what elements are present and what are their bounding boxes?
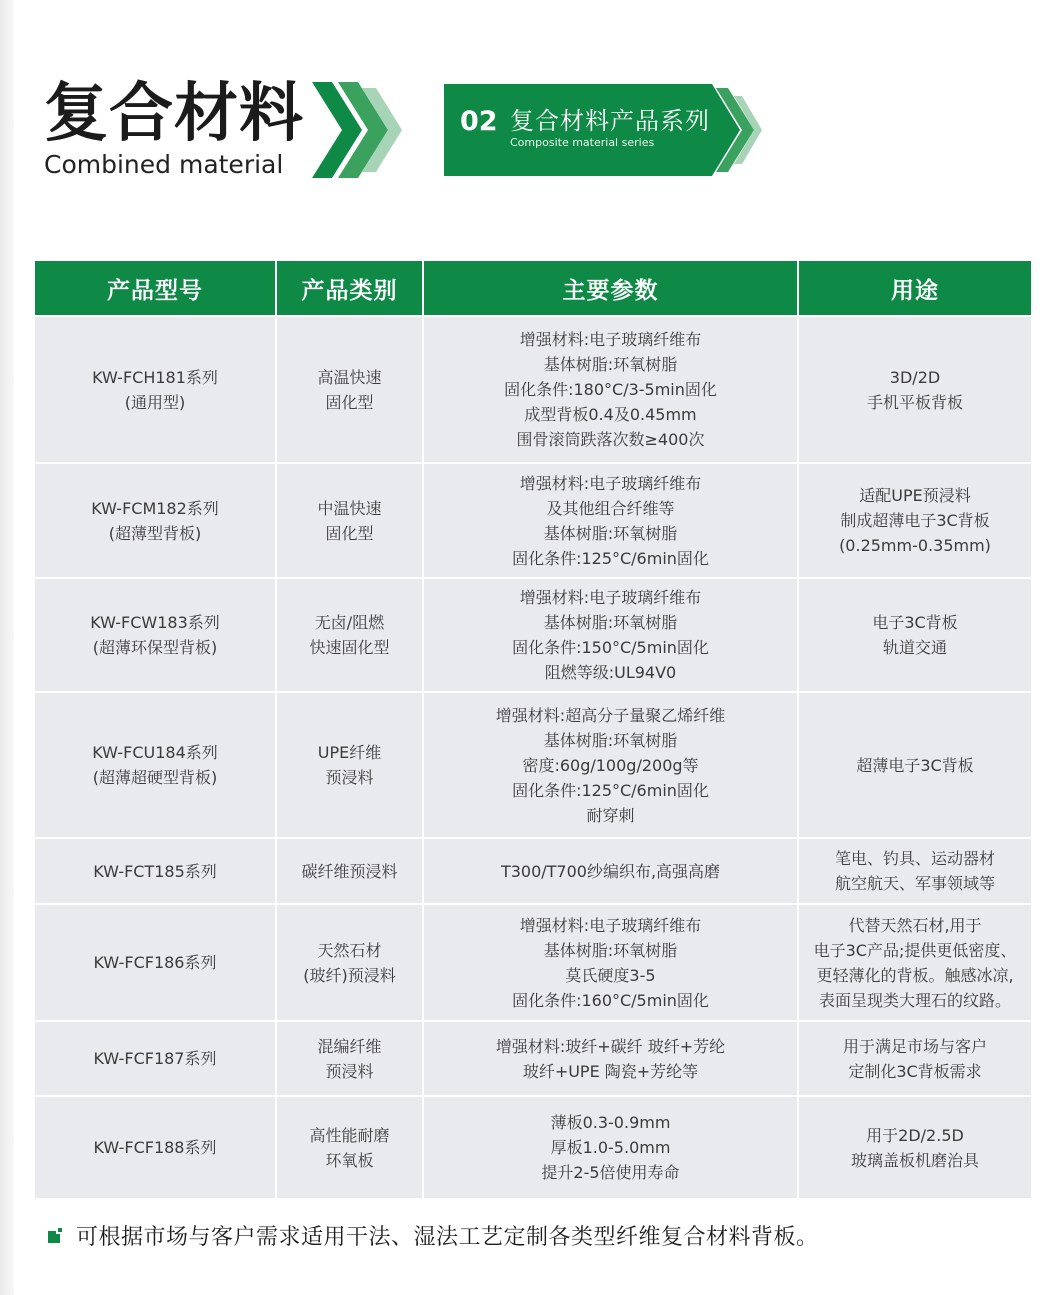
product-spec-table <box>33 259 1033 1200</box>
cell-line: 增强材料:电子玻璃纤维布 <box>519 915 702 935</box>
cell-usage <box>798 692 1032 838</box>
cell-line: KW-FCH181系列 <box>92 367 218 387</box>
cell-line: 基体树脂:环氧树脂 <box>543 940 678 960</box>
cell-usage <box>798 578 1032 692</box>
table-row <box>34 692 1032 838</box>
cell-line: 3D/2D <box>889 367 941 387</box>
cell-line: 耐穿刺 <box>586 805 635 825</box>
cell-line: 用于满足市场与客户 <box>842 1036 987 1056</box>
page-subtitle: Combined material <box>44 150 284 179</box>
cell-usage <box>798 1096 1032 1199</box>
cell-line: 电子3C背板 <box>872 613 958 632</box>
cell-category <box>276 1021 423 1096</box>
cell-line: UPE纤维 <box>317 743 382 762</box>
cell-category <box>276 904 423 1021</box>
header-category: 产品类别 <box>276 260 423 316</box>
cell-line: 薄板0.3-0.9mm <box>550 1113 671 1132</box>
header-model: 产品型号 <box>34 260 276 316</box>
cell-line: 增强材料:玻纤+碳纤 玻纤+芳纶 <box>495 1036 726 1056</box>
cell-line: 增强材料:电子玻璃纤维布 <box>519 588 702 607</box>
cell-line: (通用型) <box>124 392 186 412</box>
cell-model <box>34 1096 276 1199</box>
cell-line: KW-FCW183系列 <box>90 613 220 632</box>
cell-line: 定制化3C背板需求 <box>848 1061 982 1081</box>
cell-model <box>34 838 276 904</box>
cell-line: 密度:60g/100g/200g等 <box>522 755 699 775</box>
cell-line: 玻纤+UPE 陶瓷+芳纶等 <box>522 1061 699 1081</box>
cell-line: KW-FCU184系列 <box>92 743 218 762</box>
cell-params <box>423 578 798 692</box>
cell-line: 无卤/阻燃 <box>314 613 385 632</box>
table-body <box>34 316 1032 1199</box>
cell-line: 莫氏硬度3-5 <box>565 965 656 985</box>
cell-line: 基体树脂:环氧树脂 <box>543 355 678 374</box>
cell-line: 混编纤维 <box>317 1036 382 1056</box>
cell-line: KW-FCF188系列 <box>93 1138 217 1157</box>
cell-line: 用于2D/2.5D <box>866 1125 964 1145</box>
cell-usage <box>798 838 1032 904</box>
cell-category <box>276 578 423 692</box>
cell-line: 增强材料:电子玻璃纤维布 <box>519 330 702 349</box>
cell-line: 固化条件:150°C/5min固化 <box>512 638 709 657</box>
cell-line: (超薄超硬型背板) <box>92 768 218 787</box>
section-badge <box>444 84 762 176</box>
cell-line: (超薄型背板) <box>108 523 202 543</box>
table-row <box>34 1021 1032 1096</box>
cell-params <box>423 316 798 463</box>
chevron-arrows-icon <box>312 82 404 178</box>
cell-line: 阻燃等级:UL94V0 <box>544 663 677 682</box>
cell-line: 快速固化型 <box>309 638 390 657</box>
cell-params <box>423 1021 798 1096</box>
cell-category <box>276 463 423 578</box>
cell-line: 航空航天、军事领域等 <box>834 874 995 893</box>
cell-line: 超薄电子3C背板 <box>856 755 974 775</box>
cell-line: 增强材料:电子玻璃纤维布 <box>519 473 702 493</box>
cell-usage <box>798 316 1032 463</box>
table-header-row <box>34 260 1032 316</box>
cell-line: KW-FCM182系列 <box>91 498 219 518</box>
cell-line: 固化型 <box>325 523 374 543</box>
cell-line: 中温快速 <box>317 498 382 518</box>
cell-model <box>34 1021 276 1096</box>
cell-line: 基体树脂:环氧树脂 <box>543 523 678 543</box>
cell-params <box>423 904 798 1021</box>
page-title: 复合材料 <box>44 77 304 151</box>
table-row <box>34 463 1032 578</box>
cell-line: 代替天然石材,用于 <box>848 915 982 935</box>
cell-line: (超薄环保型背板) <box>92 638 218 657</box>
cell-params <box>423 692 798 838</box>
badge-subtitle: Composite material series <box>510 136 655 149</box>
cell-line: KW-FCF186系列 <box>93 953 217 972</box>
cell-line: 手机平板背板 <box>866 392 963 412</box>
cell-params <box>423 1096 798 1199</box>
cell-line: 增强材料:超高分子量聚乙烯纤维 <box>495 705 726 725</box>
cell-category <box>276 316 423 463</box>
footer-text: 可根据市场与客户需求适用干法、湿法工艺定制各类型纤维复合材料背板。 <box>76 1224 819 1250</box>
header-params: 主要参数 <box>423 260 798 316</box>
cell-line: 表面呈现类大理石的纹路。 <box>818 990 1011 1010</box>
cell-line: 基体树脂:环氧树脂 <box>543 613 678 632</box>
table-row <box>34 316 1032 463</box>
cell-line: 碳纤维预浸料 <box>301 861 398 881</box>
cell-line: 轨道交通 <box>882 638 947 657</box>
cell-line: 基体树脂:环氧树脂 <box>543 730 678 750</box>
cell-line: (0.25mm-0.35mm) <box>839 536 991 555</box>
cell-category <box>276 838 423 904</box>
header-usage: 用途 <box>798 260 1032 316</box>
cell-model <box>34 316 276 463</box>
cell-usage <box>798 1021 1032 1096</box>
cell-line: 更轻薄化的背板。触感冰凉, <box>816 965 1014 985</box>
cell-line: 固化条件:125°C/6min固化 <box>512 548 709 568</box>
cell-usage <box>798 904 1032 1021</box>
cell-line: 固化条件:180°C/3-5min固化 <box>504 380 717 399</box>
cell-line: 玻璃盖板机磨治具 <box>850 1150 979 1170</box>
cell-line: 笔电、钓具、运动器材 <box>834 849 995 868</box>
cell-line: 预浸料 <box>325 1061 374 1081</box>
cell-line: 预浸料 <box>325 768 374 787</box>
cell-category <box>276 1096 423 1199</box>
cell-usage <box>798 463 1032 578</box>
cell-line: 成型背板0.4及0.45mm <box>524 405 697 424</box>
page-header <box>0 0 1044 230</box>
cell-line: 固化型 <box>325 392 374 412</box>
table-row <box>34 1096 1032 1199</box>
table-row <box>34 904 1032 1021</box>
cell-model <box>34 904 276 1021</box>
cell-line: (玻纤)预浸料 <box>303 965 396 985</box>
cell-model <box>34 578 276 692</box>
cell-line: T300/T700纱编织布,高强高磨 <box>500 861 721 881</box>
cell-line: KW-FCT185系列 <box>93 861 217 881</box>
cell-line: 提升2-5倍使用寿命 <box>541 1163 680 1182</box>
cell-line: 电子3C产品;提供更低密度、 <box>813 940 1017 960</box>
cell-line: 天然石材 <box>317 940 382 960</box>
cell-params <box>423 463 798 578</box>
cell-line: 适配UPE预浸料 <box>859 486 971 505</box>
cell-line: 制成超薄电子3C背板 <box>840 511 990 530</box>
bullet-square-icon <box>48 1226 66 1244</box>
cell-line: 及其他组合纤维等 <box>546 498 675 518</box>
cell-line: 固化条件:160°C/5min固化 <box>512 990 709 1010</box>
cell-line: 固化条件:125°C/6min固化 <box>512 780 709 800</box>
cell-line: 厚板1.0-5.0mm <box>550 1138 671 1157</box>
footer-note <box>48 1218 819 1252</box>
badge-number: 02 <box>460 106 498 137</box>
cell-category <box>276 692 423 838</box>
table-row <box>34 838 1032 904</box>
cell-model <box>34 692 276 838</box>
cell-line: KW-FCF187系列 <box>93 1049 217 1068</box>
badge-title: 复合材料产品系列 <box>510 107 710 135</box>
table-row <box>34 578 1032 692</box>
cell-line: 围骨滚筒跌落次数≥400次 <box>516 430 705 449</box>
cell-line: 高性能耐磨 <box>309 1125 390 1145</box>
cell-line: 环氧板 <box>325 1150 374 1170</box>
cell-line: 高温快速 <box>317 367 382 387</box>
cell-params <box>423 838 798 904</box>
cell-model <box>34 463 276 578</box>
